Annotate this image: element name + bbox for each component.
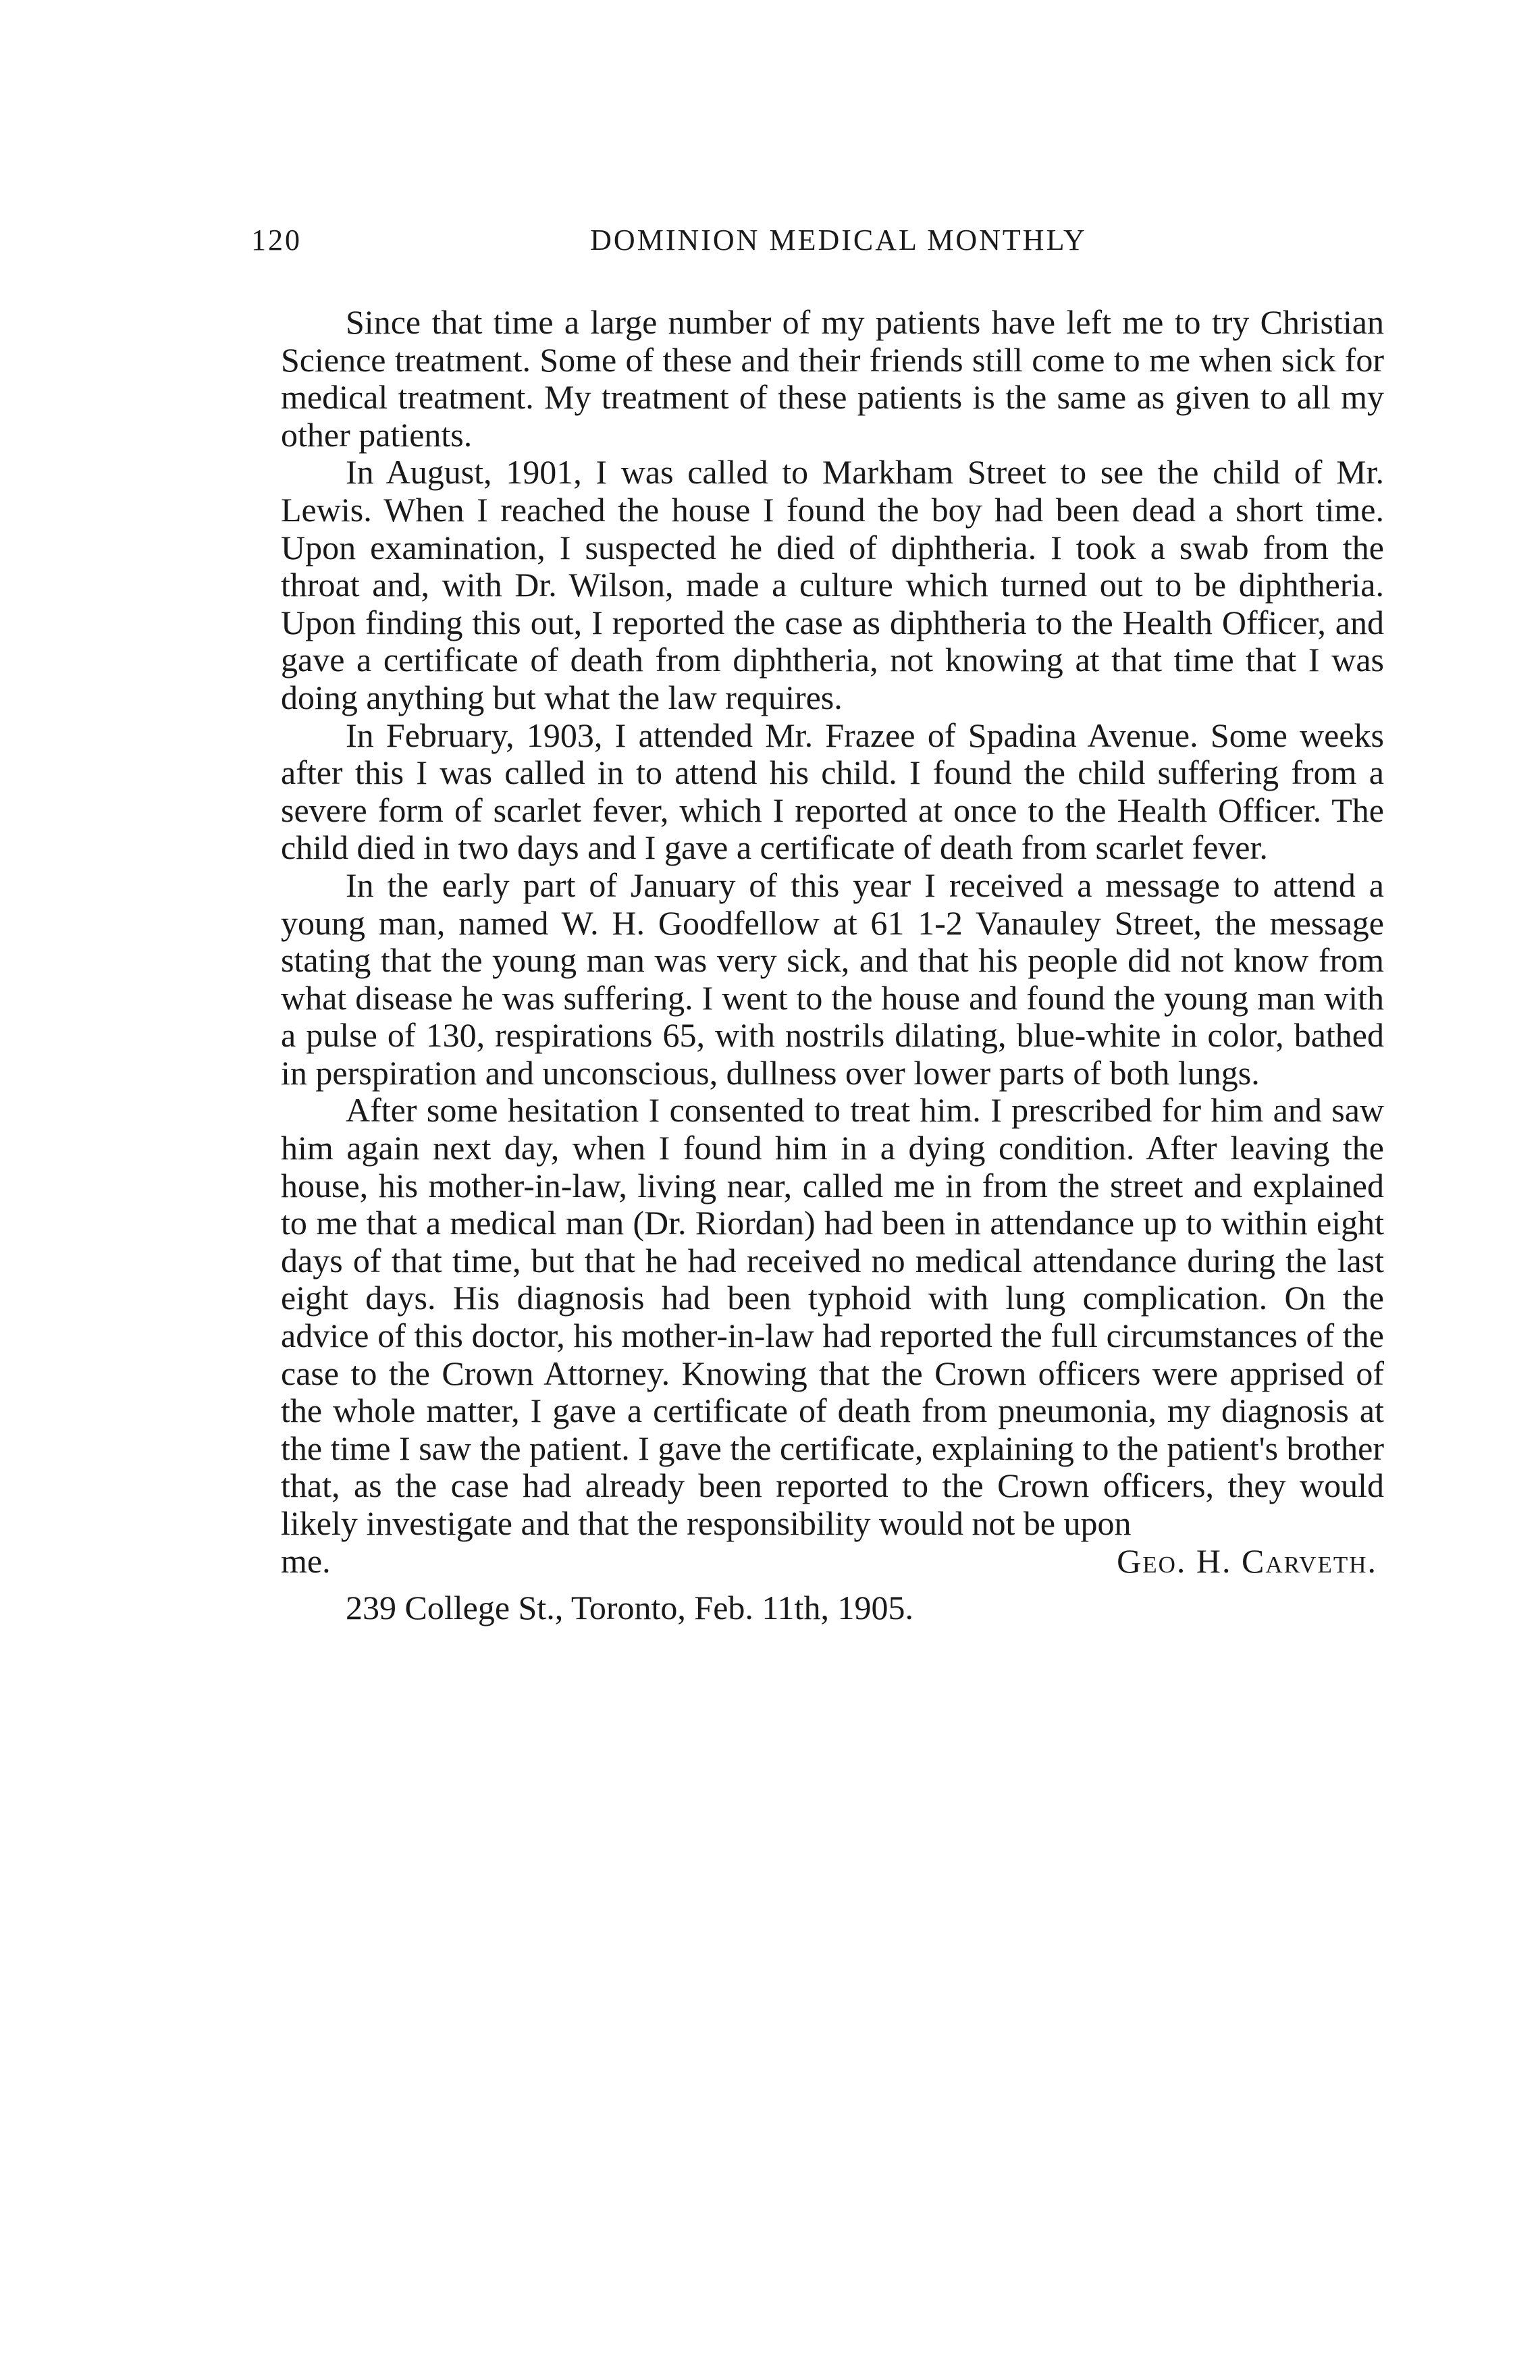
paragraph-certificate-explanation: After some hesitation I consented to treat him. I prescribed for him and saw him again next day, when I found him in a dying condition. After leaving the house, his mother-in-law, living near, called me in from the street and explained to me that a medical man (Dr. Riordan) had been in attendance up to within eight days of that time, but that he had received no medical attendance during the last eight days. His diagnosis had been typhoid with lung complication. On the advice of this doctor, his mother-in-law had reported the full circumstances of the case to the Crown Attorney. Knowing that the Crown officers were apprised of the whole matter, I gave a certificate of death from pneumonia, my diagnosis at the time I saw the patient. I gave the certificate, explaining to the patient's brother that, as the case had already been reported to the Crown officers, they would likely investigate and that the responsibility would not be upon bbox=[281, 1091, 1384, 1542]
article-body bbox=[281, 304, 1384, 1627]
dateline: 239 College St., Toronto, Feb. 11th, 1905. bbox=[346, 1589, 913, 1627]
author-signature: Geo. H. Carveth. bbox=[1117, 1541, 1377, 1580]
paragraph-christian-science: Since that time a large number of my patients have left me to try Christian Science treatment. Some of these and their friends still come to me when sick for medical treatment. My treatment of these patients is the same as given to all my other patients. bbox=[281, 303, 1384, 454]
page-number: 120 bbox=[251, 223, 302, 257]
closing-word: me. bbox=[281, 1541, 331, 1580]
signature-line bbox=[281, 1543, 1384, 1581]
running-head bbox=[251, 223, 1385, 263]
paragraph-diphtheria-case: In August, 1901, I was called to Markham Street to see the child of Mr. Lewis. When I reached the house I found the boy had been dead a short time. Upon examination, I suspected he died of diphtheria. I took a swab from the throat and, with Dr. Wilson, made a culture which turned out to be diphtheria. Upon finding this out, I reported the case as diphtheria to the Health Officer, and gave a certificate of death from diphtheria, not knowing at that time that I was doing anything but what the law requires. bbox=[281, 453, 1384, 716]
paragraph-goodfellow-case: In the early part of January of this year I received a message to attend a young man, named W. H. Goodfellow at 61 1-2 Vanauley Street, the message stating that the young man was very sick, and that his people did not know from what disease he was suffering. I went to the house and found the young man with a pulse of 130, respirations 65, with nostrils dilating, blue-white in color, bathed in perspiration and unconscious, dullness over lower parts of both lungs. bbox=[281, 866, 1384, 1092]
running-title: DOMINION MEDICAL MONTHLY bbox=[590, 223, 1087, 257]
paragraph-scarlet-fever-case: In February, 1903, I attended Mr. Frazee of Spadina Avenue. Some weeks after this I was called in to attend his child. I found the child suffering from a severe form of scarlet fever, which I reported at once to the Health Officer. The child died in two days and I gave a certificate of death from scarlet fever. bbox=[281, 716, 1384, 867]
